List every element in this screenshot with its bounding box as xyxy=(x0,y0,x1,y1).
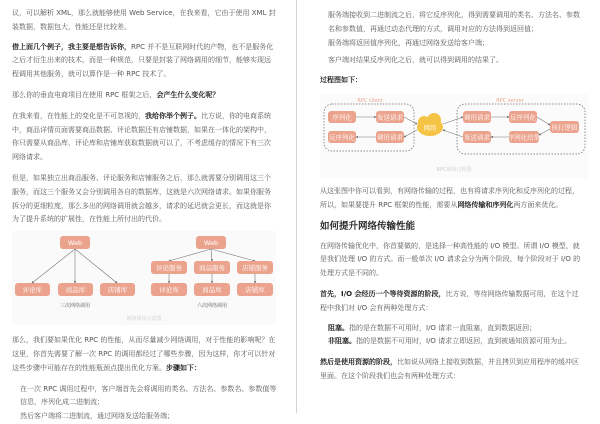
server-box-label: 执行逻辑 xyxy=(551,123,578,132)
server-box-label: 调用请求 xyxy=(464,113,490,122)
paragraph xyxy=(320,240,585,281)
bold-text: 我给你举个例子。 xyxy=(145,111,201,120)
text: 服务端接收到二进制流之后，将它反序列化，得到需要调用的类名、方法名、参数名和参数值，再通过动态代理的方式，调用对应的方法得到返回值； xyxy=(328,11,580,33)
client-box-label: 发送请求 xyxy=(377,113,403,122)
db-node-label: 商品库 xyxy=(65,286,86,295)
bold-text: 过程图如下： xyxy=(320,76,362,85)
db-node-label: 店铺库 xyxy=(107,286,128,295)
section-heading: 如何提升网络传输性能 xyxy=(320,220,416,232)
text: 那么，我们要如果优化 RPC 的性能，从而尽量减少网络调用，对于性能的影响呢？在这里，你首先需要了解一次 RPC 的调用都经过了哪些步骤，因为这样，你才可以针对这些步骤中可能存在的性能瓶颈点提出优化方案。 xyxy=(12,336,276,372)
figure-caption: RPC调用过程图 xyxy=(436,166,472,173)
paragraph xyxy=(12,41,277,82)
paragraph xyxy=(12,7,277,35)
caption-six: 六次网络调用 xyxy=(196,303,228,310)
right-page xyxy=(297,0,600,413)
text: 比方说，你的电商系统中，商品详情页面需要商品数据、评论数据还有店铺数据，如果在一体化的架构中，你只需要从商品库，评论库和店铺库获取数据就可以了，不考虑缓存的情况下有三次网络请求。 xyxy=(12,111,271,162)
client-box-label: 序列化 xyxy=(332,113,352,122)
paragraph xyxy=(12,172,277,227)
list-item xyxy=(328,322,585,336)
text: 从这张图中你可以看到，有网络传输的过程，也有将请求序列化和反序列化的过程， 所以，如果要提升 RPC 框架的性能，需要从 xyxy=(320,186,579,209)
list-item xyxy=(328,37,585,51)
rpc-process-diagram xyxy=(320,94,588,179)
text: 那么你的垂直电商项目在使用 RPC 框架之后， xyxy=(12,90,157,99)
bold-text: 步骤如下： xyxy=(166,363,201,372)
text: 客户端对结果反序列化之后，就可以得到调用的结果了。 xyxy=(328,56,503,65)
text: RPC 并不是互联网时代的产物，也不是服务化之后才衍生出来的技术，而是一种规范，只要是封装了网络调用的细节，能够实现远程调用其他服务，就可以算作是一种 RPC 技术了。 xyxy=(12,42,274,79)
figure-caption: 网络调用示意图 xyxy=(126,316,162,323)
web-node-label: Web xyxy=(203,239,219,248)
list-item xyxy=(328,335,585,349)
client-box-label: 调用请求 xyxy=(377,133,403,142)
text: 在网络传输优化中，你首要做的，是选择一种高性能的 I/O 模型。所谓 I/O 模型，就是我们处理 I/O 的方式。而一般单次 I/O 请求会分为两个阶段，每个阶段对于 I/O 的处理方式是不同的。 xyxy=(320,241,581,278)
paragraph xyxy=(320,288,585,316)
network-label: 网络 xyxy=(423,123,437,132)
text: 两方面来优化。 xyxy=(513,200,563,209)
text: 服务端将返回值序列化，再通过网络发送给客户端； xyxy=(328,38,489,47)
bold-text: 网络传输和序列化 xyxy=(457,200,514,209)
paragraph xyxy=(320,185,585,213)
caption-three: 三次网络调用 xyxy=(59,303,91,310)
bold-text: 然后是使用资源的阶段， xyxy=(320,358,397,367)
paragraph xyxy=(320,356,585,384)
service-node-label: 商品服务 xyxy=(199,264,225,273)
server-label: RPC server xyxy=(496,97,524,104)
bold-text: 阻塞。 xyxy=(328,323,349,332)
bold-text: 会产生什么变化呢？ xyxy=(156,90,220,99)
client-label: RPC client xyxy=(357,97,383,104)
db-node-label: 店铺库 xyxy=(245,286,265,295)
server-box-label: 序列化结果 xyxy=(507,133,541,142)
text: 指的是在数据不可用时，I/O 请求一直阻塞，直到数据返回； xyxy=(349,323,537,332)
figure-background xyxy=(12,231,276,325)
text: 比方说，等待网络传输数据可用，在这个过程中我们对 I/O 会有两种处理方式： xyxy=(320,289,579,312)
text: 但是，如果独立出商品服务、评论服务和店铺服务之后，那么就需要分别调用这三个服务，而这三个服务又会分别调用各自的数据库，这就是六次网络请求。如果你服务拆分的更细粒度，那么多出的网络调用就会越多，请求的延迟就会更长，而这就是你为了提升系统的扩展性，在性能上所付出的代价。 xyxy=(12,173,271,224)
text: 指的是数据不可用时，I/O 请求立即返回，直到被通知资源可用为止。 xyxy=(356,337,572,346)
server-box-label: 反序列化 xyxy=(510,113,536,122)
text: 在一次 RPC 调用过程中，客户端首先会将调用的类名、方法名、参数名、参数值等信息，序列化成二进制流； xyxy=(20,384,277,407)
network-call-diagram xyxy=(12,231,276,325)
figure-intro xyxy=(320,74,585,88)
list-item xyxy=(328,54,585,68)
server-box-label: 发送请求 xyxy=(464,133,490,142)
paragraph xyxy=(12,110,277,165)
paragraph xyxy=(12,89,277,103)
db-node-label: 商品库 xyxy=(202,286,222,295)
client-box-label: 反序列化 xyxy=(329,133,355,142)
list-item xyxy=(20,383,277,411)
paragraph xyxy=(12,334,277,375)
bold-text: 借上面几个例子，我主要是想告诉你， xyxy=(12,42,131,51)
web-node-label: Web xyxy=(67,239,83,248)
db-node-label: 评论库 xyxy=(159,286,179,295)
service-node-label: 评论服务 xyxy=(156,264,182,273)
left-page xyxy=(0,0,296,421)
text: 议，可以解析 XML，那么就能够使用 Web Service，在我来看，它由于使用 XML 封装数据，数据包大，性能还是比较差。 xyxy=(12,9,276,31)
text: 然后客户端将二进制流，通过网络发送给服务端； xyxy=(20,412,174,421)
bold-text: 非阻塞。 xyxy=(328,337,356,346)
bold-text: 首先，I/O 会经历一个等待资源的阶段， xyxy=(320,289,446,298)
db-node-label: 评论库 xyxy=(22,286,43,295)
text: 比如说从网络上接收到数据，并且拷贝到应用程序的缓冲区里面。在这个阶段我们也会有两种处理方式： xyxy=(320,358,579,380)
service-node-label: 店铺服务 xyxy=(242,264,268,273)
text: 在我来看，在性能上的变化是不可忽视的， xyxy=(12,111,145,120)
list-item xyxy=(328,9,585,37)
list-item xyxy=(20,410,277,424)
